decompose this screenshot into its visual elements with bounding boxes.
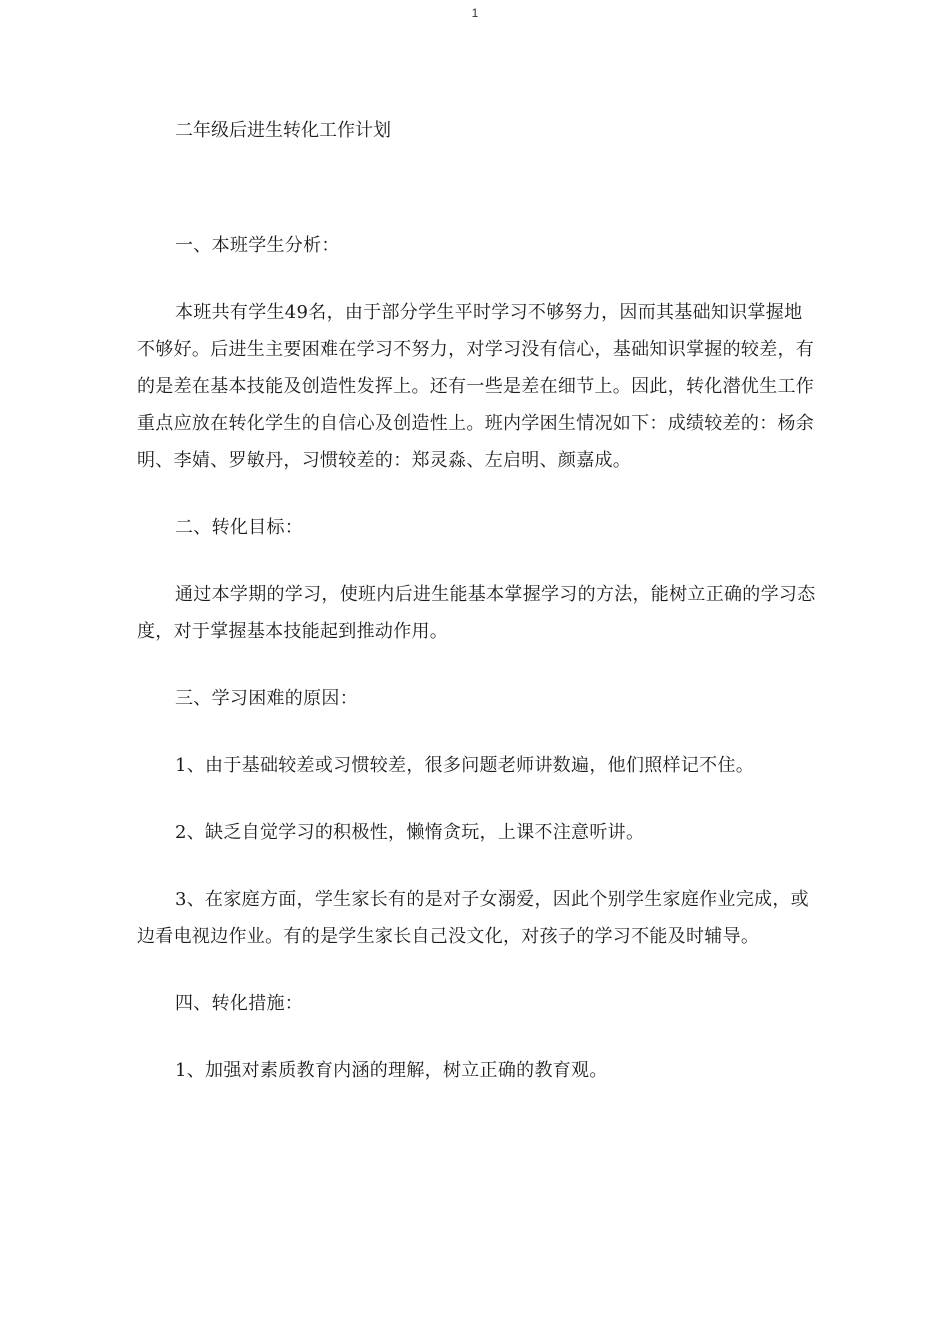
list-item-measure-1: 1、加强对素质教育内涵的理解，树立正确的教育观。	[175, 1060, 608, 1081]
section-heading-measures: 四、转化措施：	[175, 993, 304, 1014]
section-heading-student-analysis: 一、本班学生分析：	[175, 235, 340, 256]
section-heading-goals: 二、转化目标：	[175, 517, 304, 538]
list-item-cause-1: 1、由于基础较差或习惯较差，很多问题老师讲数遍，他们照样记不住。	[175, 755, 755, 776]
list-item-cause-3: 3、在家庭方面，学生家长有的是对子女溺爱，因此个别学生家庭作业完成，或边看电视边作业。有的是学生家长自己没文化，对孩子的学习不能及时辅导。	[137, 889, 809, 947]
list-item-cause-2: 2、缺乏自觉学习的积极性，懒惰贪玩，上课不注意听讲。	[175, 822, 645, 843]
document-title: 二年级后进生转化工作计划	[175, 120, 391, 141]
page-number: 1	[471, 6, 479, 20]
section-heading-causes: 三、学习困难的原因：	[175, 688, 358, 709]
paragraph-goals: 通过本学期的学习，使班内后进生能基本掌握学习的方法，能树立正确的学习态度，对于掌握基本技能起到推动作用。	[137, 584, 816, 642]
document-body	[137, 117, 817, 1119]
paragraph-student-analysis: 本班共有学生49名，由于部分学生平时学习不够努力，因而其基础知识掌握地不够好。后进生主要困难在学习不努力，对学习没有信心，基础知识掌握的较差，有的是差在基本技能及创造性发挥上。还有一些是差在细节上。因此，转化潜优生工作重点应放在转化学生的自信心及创造性上。班内学困生情况如下：成绩较差的：杨余明、李婧、罗敏丹，习惯较差的：郑灵淼、左启明、颜嘉成。	[137, 302, 815, 471]
